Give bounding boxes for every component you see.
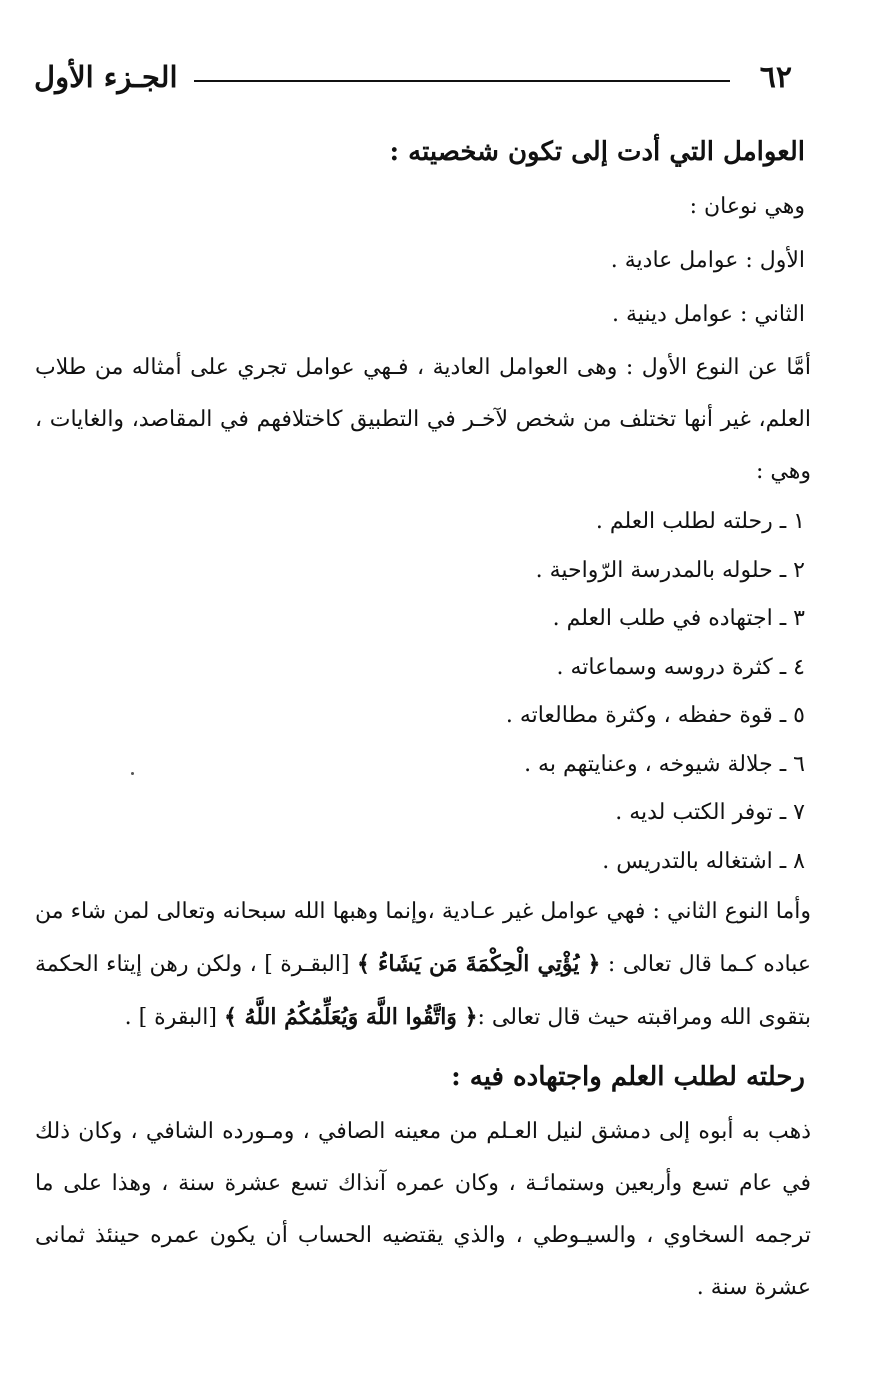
list-item: ٧ ـ توفر الكتب لديه . [615, 800, 805, 825]
paragraph-text: وأما النوع الثاني : فهي عوامل غير عـادية ،وإنما وهبها الله سبحانه وتعالى لمن شاء من عباده كـما قال تعالى : [35, 899, 811, 977]
section-heading-factors: العوامل التي أدت إلى تكون شخصيته : [389, 137, 805, 167]
quran-verse: ﴿ وَاتَّقُوا اللَّهَ وَيُعَلِّمُكُمُ اللَّهُ ﴾ [224, 1004, 478, 1030]
list-item: ٤ ـ كثرة دروسه وسماعاته . [556, 654, 805, 680]
scan-speck [131, 772, 134, 775]
list-item: ٣ ـ اجتهاده في طلب العلم . [552, 606, 805, 631]
page-body [35, 124, 811, 1314]
paragraph-divine-factors [35, 886, 811, 1044]
section-heading-journey: رحلته لطلب العلم واجتهاده فيه : [451, 1062, 805, 1092]
list-item: ٨ ـ اشتغاله بالتدريس . [602, 848, 805, 874]
quran-verse: ﴿ يُؤْتِي الْحِكْمَةَ مَن يَشَاءُ ﴾ [357, 951, 601, 977]
header-rule [194, 80, 730, 82]
intro-line: وهي نوعان : [689, 194, 805, 219]
list-item: ٦ ـ جلالة شيوخه ، وعنايتهم به . [524, 751, 805, 777]
factor-type-2: الثاني : عوامل دينية . [611, 302, 805, 327]
running-header [34, 58, 792, 102]
list-item: ٢ ـ حلوله بالمدرسة الرّواحية . [535, 557, 805, 583]
running-title: الجـزء الأول [34, 60, 178, 94]
factor-type-1: الأول : عوامل عادية . [610, 248, 805, 273]
page-number: ٦٢ [759, 60, 792, 95]
paragraph-ordinary-factors: أمَّا عن النوع الأول : وهى العوامل العادية ، فـهي عوامل تجري على أمثاله من طلاب العلم، غير أنها تختلف من شخص لآخـر في التطبيق كاختلافهم في المقاصد، والغايات ، وهي : [35, 355, 811, 484]
list-item: ١ ـ رحلته لطلب العلم . [595, 509, 805, 534]
paragraph-text: [البقرة ] . [124, 1005, 224, 1030]
paragraph-journey: ذهب به أبوه إلى دمشق لنيل العـلم من معينه الصافي ، ومـورده الشافي ، وكان ذلك في عام تسع وأربعين وستمائـة ، وكان عمره آنذاك تسع عشرة سنة ، وهذا على ما ترجمه السخاوي ، والسيـوطي ، والذي يقتضيه الحساب أن يكون عمره حينئذ ثمانى عشرة سنة . [35, 1119, 811, 1300]
paragraph-text: [البقـرة ] ، ولكن رهن إيتاء الحكمة بتقوى الله ومراقبته حيث قال تعالى : [35, 952, 811, 1030]
list-item: ٥ ـ قوة حفظه ، وكثرة مطالعاته . [505, 703, 805, 728]
